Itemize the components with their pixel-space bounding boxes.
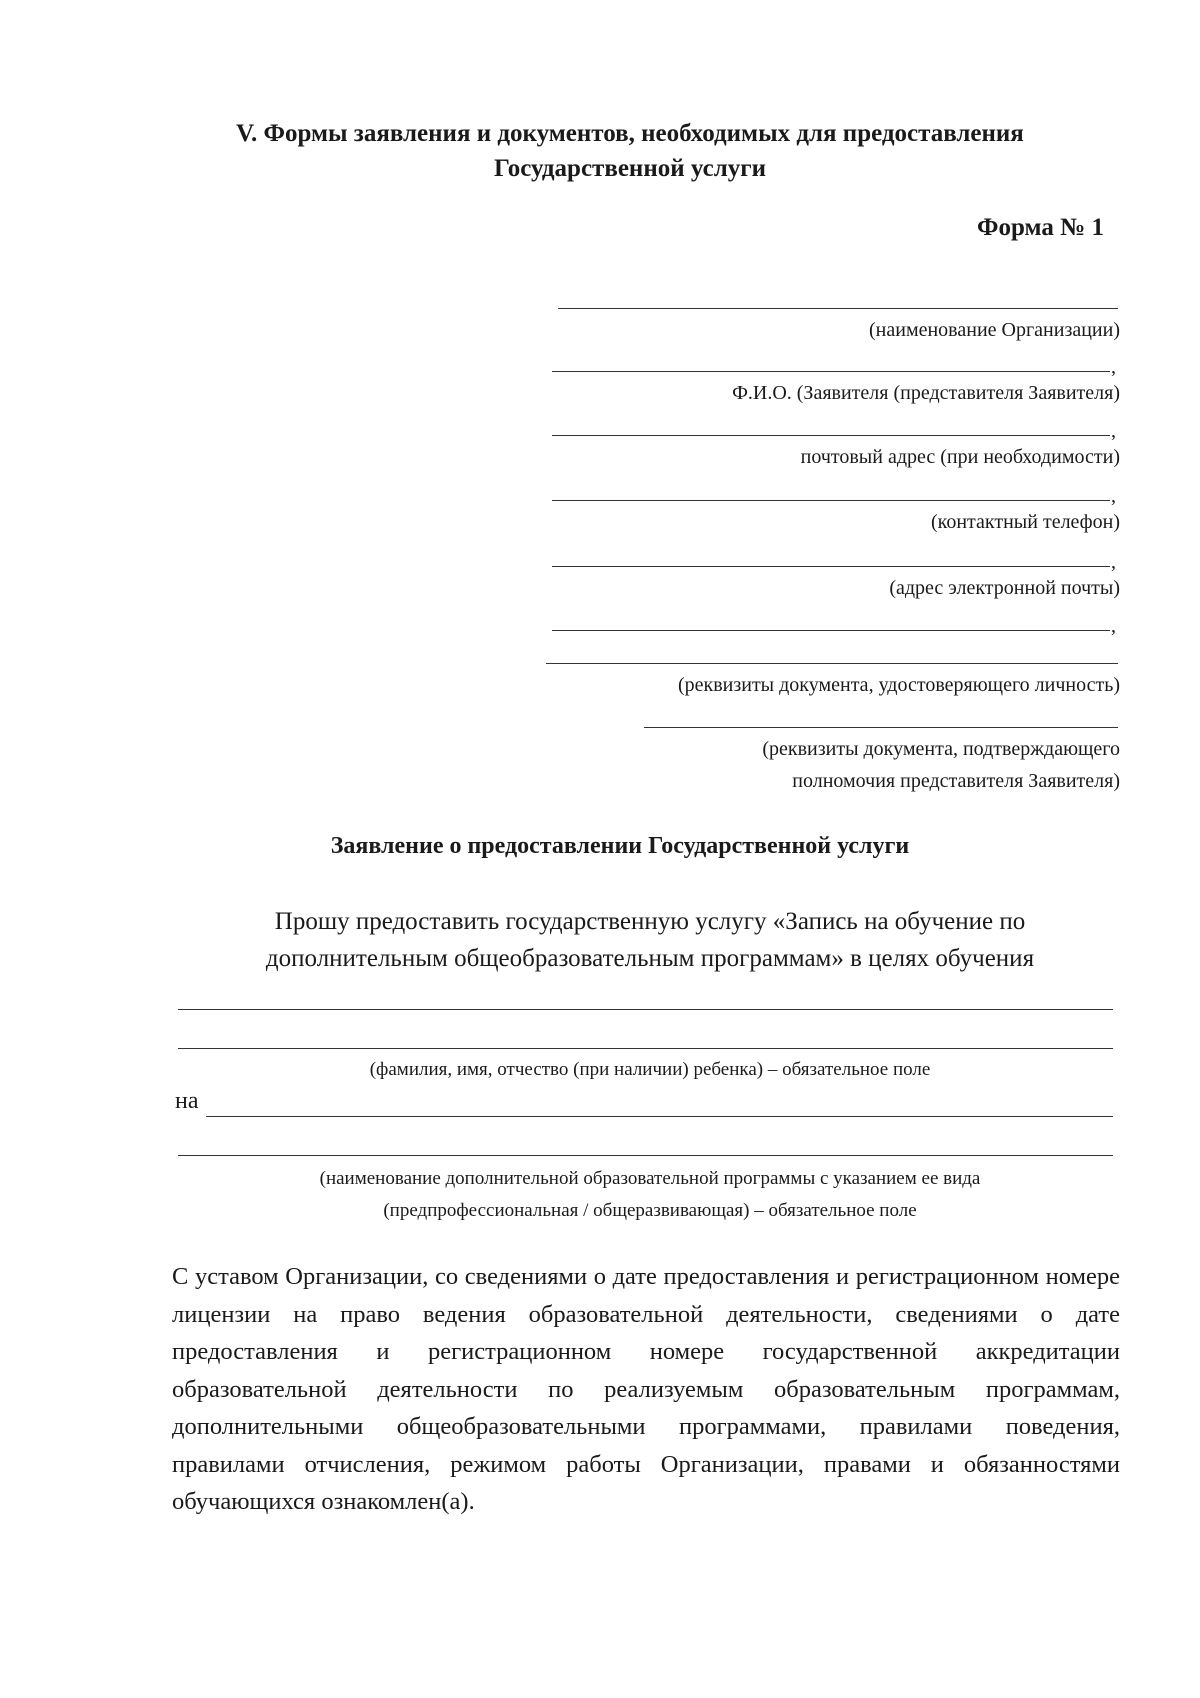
applicant-name-caption: Ф.И.О. (Заявителя (представителя Заявителя) <box>732 382 1120 404</box>
authority-document-caption-line-2: полномочия представителя Заявителя) <box>792 770 1120 792</box>
authority-document-field-line <box>644 727 1118 728</box>
child-name-caption: (фамилия, имя, отчество (при наличии) ребенка) – обязательное поле <box>369 1059 931 1080</box>
phone-comma: , <box>1111 485 1116 507</box>
email-caption: (адрес электронной почты) <box>889 577 1120 599</box>
program-prefix-label: на <box>175 1088 199 1114</box>
org-name-caption: (наименование Организации) <box>869 319 1120 341</box>
section-heading-line-2: Государственной услуги <box>494 155 766 182</box>
email-comma: , <box>1111 551 1116 573</box>
form-number: Форма № 1 <box>977 214 1104 241</box>
program-name-field-line-1 <box>206 1116 1113 1117</box>
request-text-line-1: Прошу предоставить государственную услугу «Запись на обучение по <box>274 908 1026 935</box>
applicant-name-comma: , <box>1111 356 1116 378</box>
phone-field-line <box>552 500 1110 501</box>
authority-document-caption <box>762 733 1120 797</box>
id-document-caption: (реквизиты документа, удостоверяющего личность) <box>677 674 1120 696</box>
applicant-name-field-line <box>552 371 1110 372</box>
email-continuation-comma: , <box>1111 615 1116 637</box>
program-caption <box>175 1163 1125 1227</box>
postal-address-caption: почтовый адрес (при необходимости) <box>800 446 1120 468</box>
phone-caption: (контактный телефон) <box>930 511 1120 533</box>
acknowledgement-paragraph: С уставом Организации, со сведениями о дате предоставления и регистрационном номере лицензии на право ведения образовательной деятельности, сведениями о дате предоставления и регистрационном номере государственной аккредитации образовательной деятельности по реализуемым образовательным программам, дополнительными общеобразовательными программами, правилами поведения, правилами отчисления, режимом работы Организации, правами и обязанностями обучающихся ознакомлен(а). <box>172 1263 1120 1515</box>
program-caption-line-2: (предпрофессиональная / общеразвивающая) – обязательное поле <box>383 1200 917 1221</box>
section-heading-line-1: V. Формы заявления и документов, необходимых для предоставления <box>236 120 1024 147</box>
id-document-field-line <box>546 663 1118 664</box>
email-field-line <box>552 566 1110 567</box>
postal-address-comma: , <box>1111 420 1116 442</box>
org-name-field-line <box>558 308 1118 309</box>
request-text <box>175 903 1125 977</box>
authority-document-caption-line-1: (реквизиты документа, подтверждающего <box>762 738 1120 760</box>
statement-title: Заявление о предоставлении Государственной услуги <box>330 833 910 859</box>
child-name-field-line-2 <box>178 1048 1113 1049</box>
section-heading <box>160 116 1100 186</box>
program-caption-line-1: (наименование дополнительной образовательной программы с указанием ее вида <box>319 1168 981 1189</box>
postal-address-field-line <box>552 435 1110 436</box>
email-continuation-line <box>552 630 1110 631</box>
program-name-field-line-2 <box>178 1155 1113 1156</box>
request-text-line-2: дополнительным общеобразовательным программам» в целях обучения <box>265 945 1035 972</box>
child-name-field-line-1 <box>178 1009 1113 1010</box>
